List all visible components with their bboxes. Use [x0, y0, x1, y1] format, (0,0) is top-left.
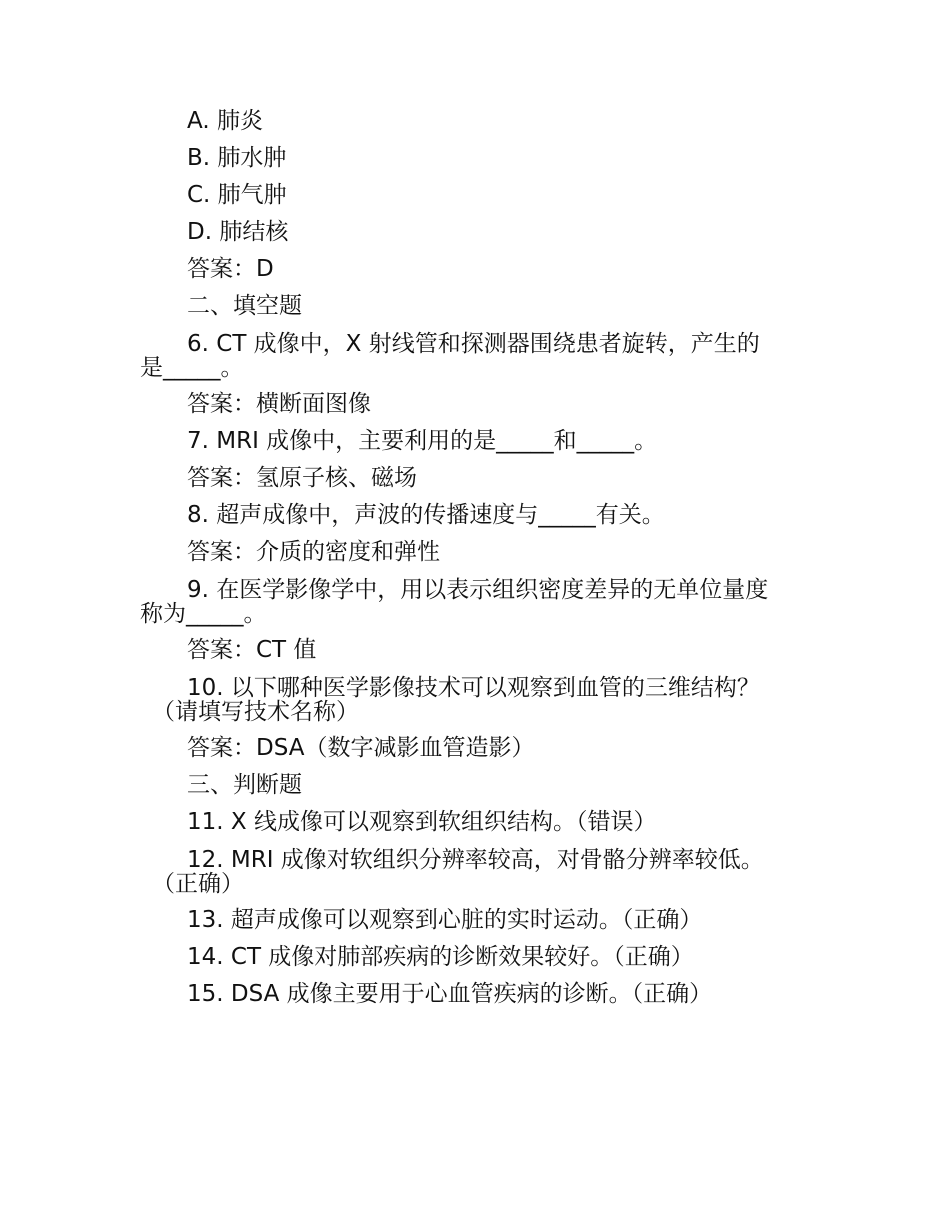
document-body [140, 103, 820, 1013]
question-6 [140, 325, 820, 386]
answer-10: 答案：DSA（数字减影血管造影） [187, 735, 535, 761]
question-6-continuation: 是_____。 [140, 355, 244, 381]
question-11: 11. X 线成像可以观察到软组织结构。（错误） [187, 809, 657, 835]
option-d: D. 肺结核 [187, 219, 289, 245]
question-10-text: 10. 以下哪种医学影像技术可以观察到血管的三维结构？ [187, 675, 760, 701]
question-9-text: 9. 在医学影像学中，用以表示组织密度差异的无单位量度 [187, 577, 769, 603]
question-9 [140, 571, 820, 632]
option-a: A. 肺炎 [187, 108, 263, 134]
question-9-continuation: 称为_____。 [140, 601, 267, 627]
answer-9: 答案：CT 值 [187, 637, 317, 663]
question-8: 8. 超声成像中，声波的传播速度与_____有关。 [187, 502, 665, 528]
answer-8: 答案：介质的密度和弹性 [187, 539, 440, 565]
question-10 [140, 669, 820, 730]
question-14: 14. CT 成像对肺部疾病的诊断效果较好。（正确） [187, 944, 694, 970]
option-c: C. 肺气肿 [187, 182, 287, 208]
question-12 [140, 841, 820, 902]
question-10-continuation: （请填写技术名称） [152, 699, 359, 725]
answer-6: 答案：横断面图像 [187, 391, 371, 417]
question-12-text: 12. MRI 成像对软组织分辨率较高，对骨骼分辨率较低。 [187, 847, 764, 873]
question-12-continuation: （正确） [152, 871, 244, 897]
section-heading-true-false: 三、判断题 [187, 772, 302, 798]
option-b: B. 肺水肿 [187, 145, 287, 171]
question-15: 15. DSA 成像主要用于心血管疾病的诊断。（正确） [187, 981, 713, 1007]
answer-5: 答案：D [187, 256, 274, 282]
question-13: 13. 超声成像可以观察到心脏的实时运动。（正确） [187, 907, 703, 933]
answer-7: 答案：氢原子核、磁场 [187, 465, 417, 491]
question-6-text: 6. CT 成像中，X 射线管和探测器围绕患者旋转，产生的 [187, 331, 760, 357]
section-heading-fill-in: 二、填空题 [187, 293, 302, 319]
question-7: 7. MRI 成像中，主要利用的是_____和_____。 [187, 428, 658, 454]
